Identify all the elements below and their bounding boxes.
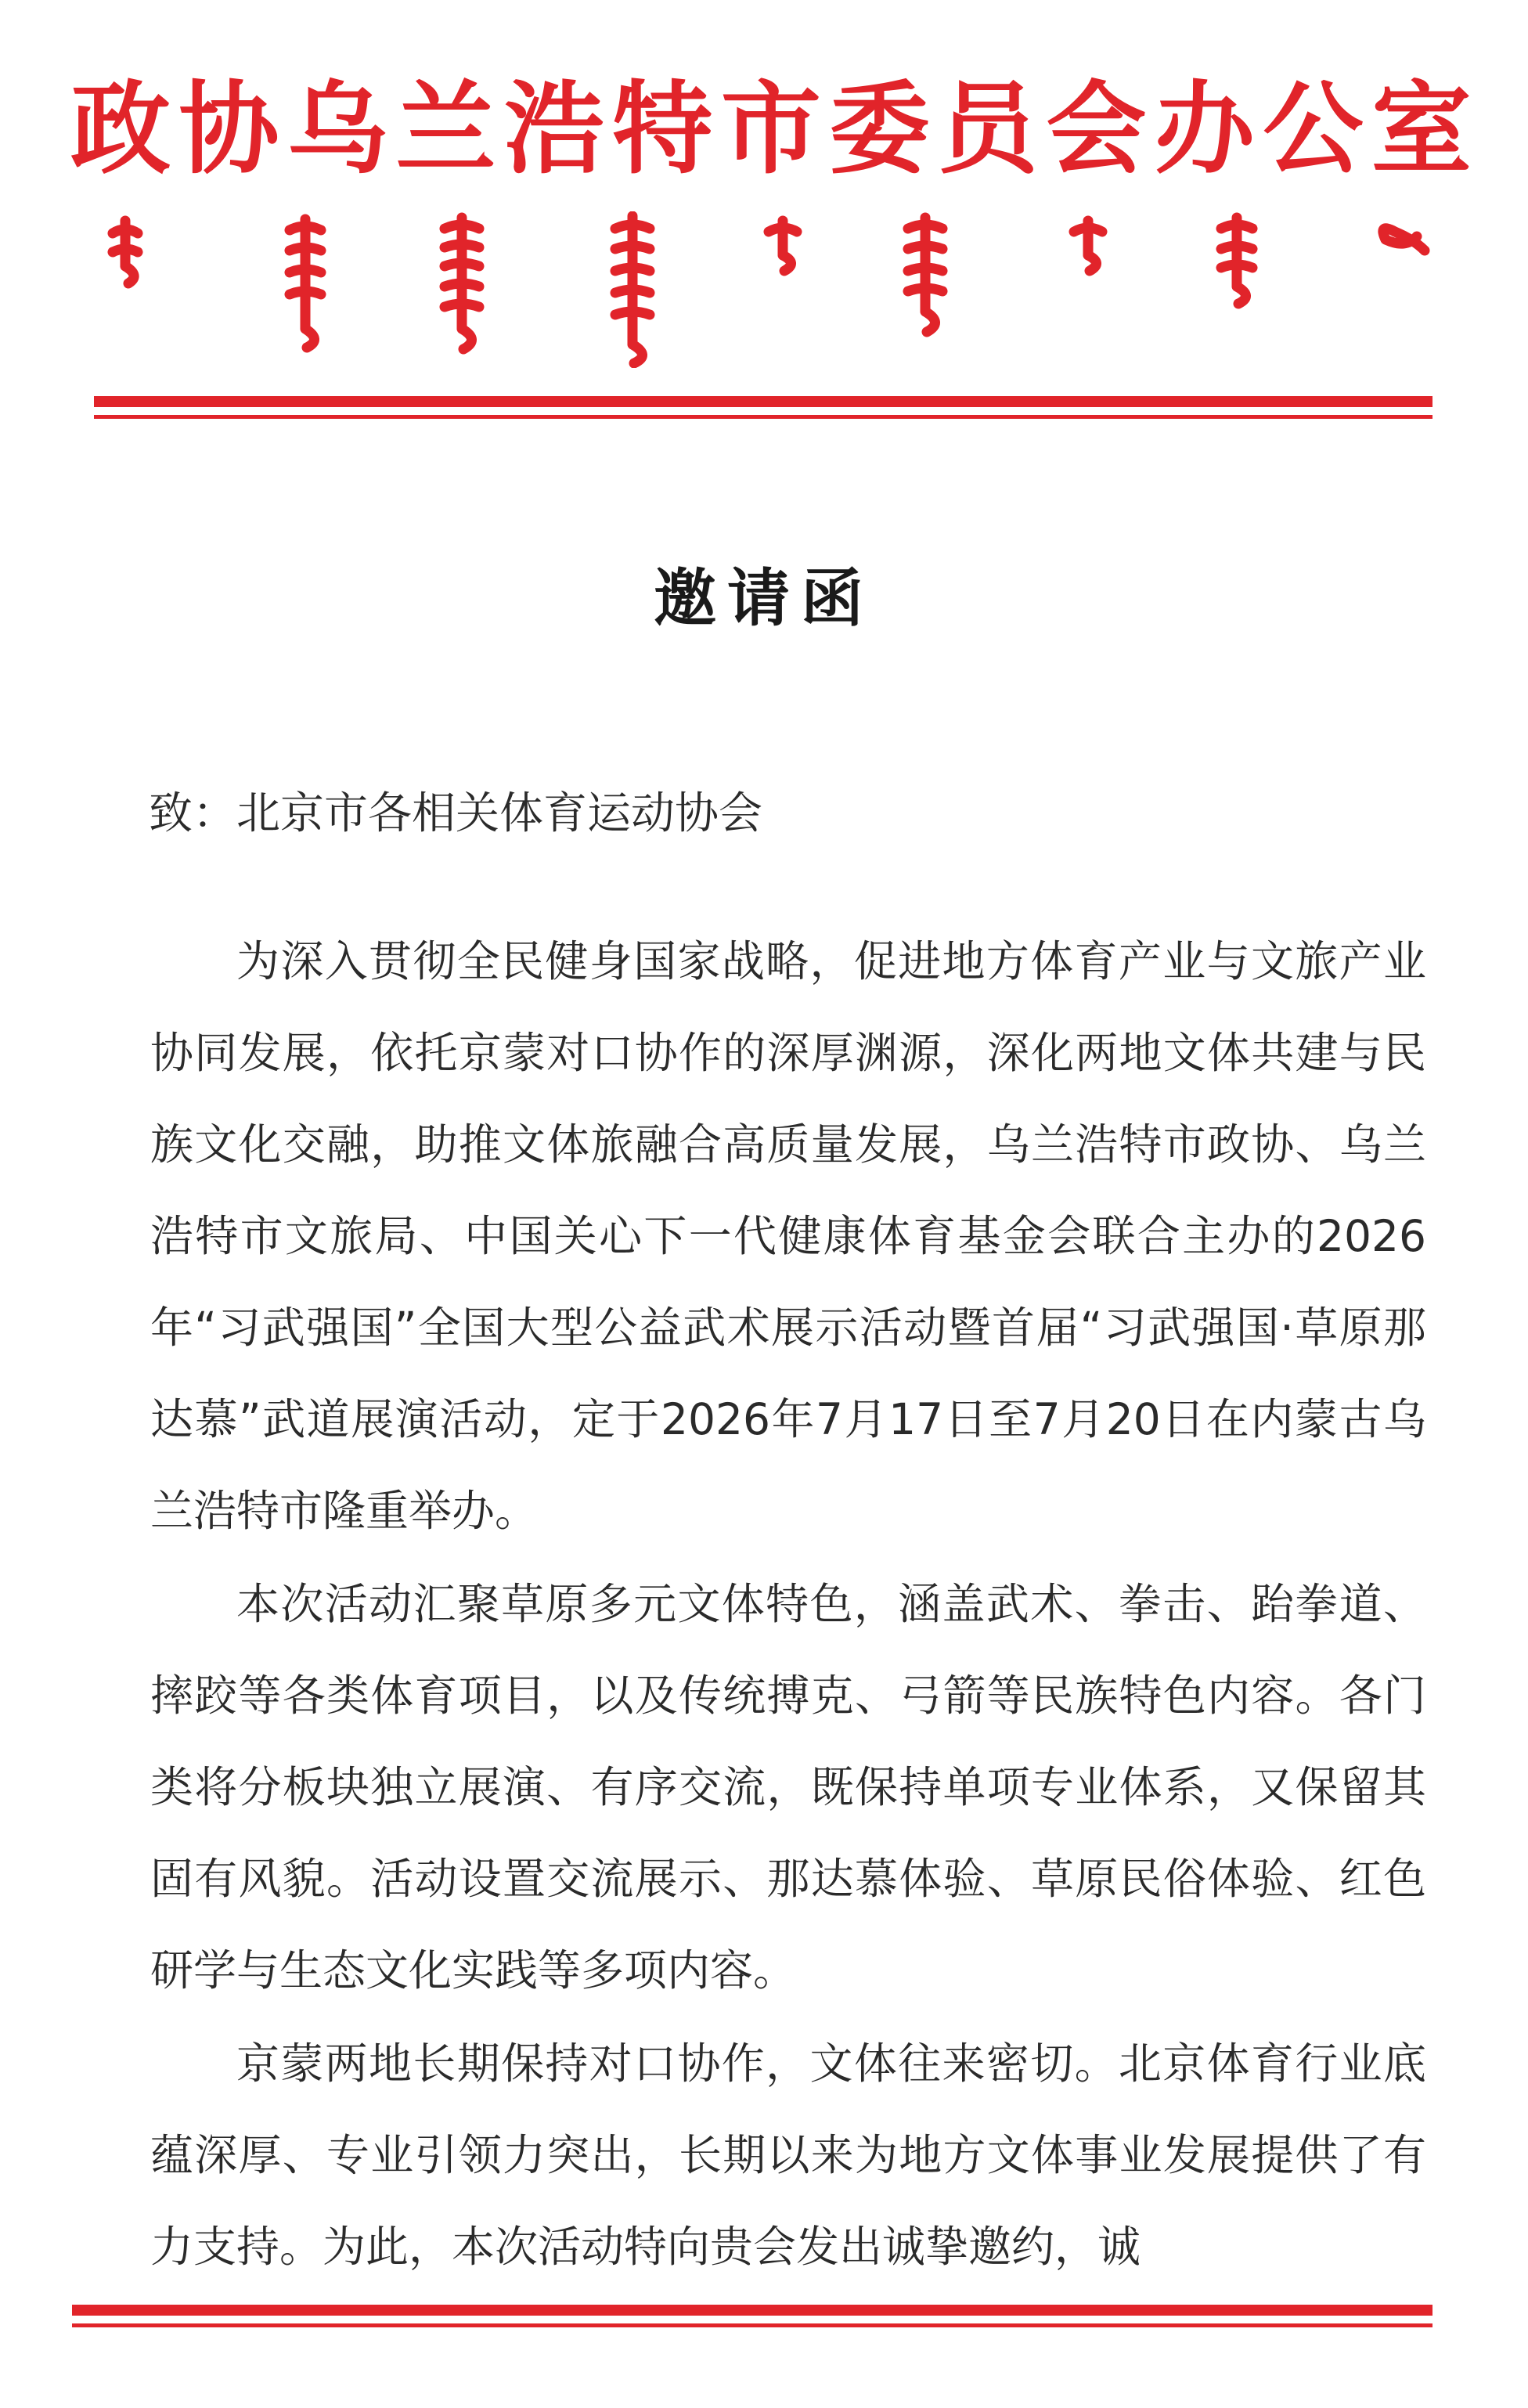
letterhead-char: 公 bbox=[1263, 70, 1364, 188]
letterhead-char: 浩 bbox=[503, 70, 604, 188]
letterhead-char: 室 bbox=[1371, 70, 1472, 188]
footer-rule-thick bbox=[72, 2305, 1432, 2316]
letterhead-char: 政 bbox=[70, 70, 171, 188]
document-title: 邀请函 bbox=[654, 561, 874, 635]
mongolian-script-logo bbox=[94, 211, 1456, 368]
header-rule-thick bbox=[94, 396, 1432, 407]
body-paragraph: 京蒙两地长期保持对口协作，文体往来密切。北京体育行业底蕴深厚、专业引领力突出，长期以来为地方文体事业发展提供了有力支持。为此，本次活动特向贵会发出诚挚邀约，诚 bbox=[150, 2039, 1426, 2272]
footer-rule-thin bbox=[72, 2323, 1432, 2327]
letterhead-char: 协 bbox=[178, 70, 279, 188]
letterhead-char: 员 bbox=[937, 70, 1038, 188]
letterhead-char: 特 bbox=[612, 70, 713, 188]
letterhead-char: 委 bbox=[829, 70, 930, 188]
letterhead-char: 办 bbox=[1154, 70, 1255, 188]
header-rule-thin bbox=[94, 415, 1432, 419]
body-paragraph: 本次活动汇聚草原多元文体特色，涵盖武术、拳击、跆拳道、摔跤等各类体育项目，以及传统搏克、弓箭等民族特色内容。各门类将分板块独立展演、有序交流，既保持单项专业体系，又保留其固有风貌。活动设置交流展示、那达慕体验、草原民俗体验、红色研学与生态文化实践等多项内容。 bbox=[150, 1579, 1426, 1995]
letterhead-char: 兰 bbox=[395, 70, 496, 188]
body-paragraph: 为深入贯彻全民健身国家战略，促进地方体育产业与文旅产业协同发展，依托京蒙对口协作的深厚渊源，深化两地文体共建与民族文化交融，助推文体旅融合高质量发展，乌兰浩特市政协、乌兰浩特市文旅局、中国关心下一代健康体育基金会联合主办的2026年“习武强国”全国大型公益武术展示活动暨首届“习武强国·草原那达慕”武道展演活动，定于2026年7月17日至7月20日在内蒙古乌兰浩特市隆重举办。 bbox=[150, 936, 1426, 1536]
letterhead-char: 乌 bbox=[286, 70, 387, 188]
letter-body bbox=[150, 916, 1426, 2294]
salutation: 致：北京市各相关体育运动协会 bbox=[149, 788, 762, 839]
letterhead-char: 市 bbox=[720, 70, 821, 188]
letterhead-org-name bbox=[70, 63, 1472, 196]
letterhead-char: 会 bbox=[1046, 70, 1147, 188]
